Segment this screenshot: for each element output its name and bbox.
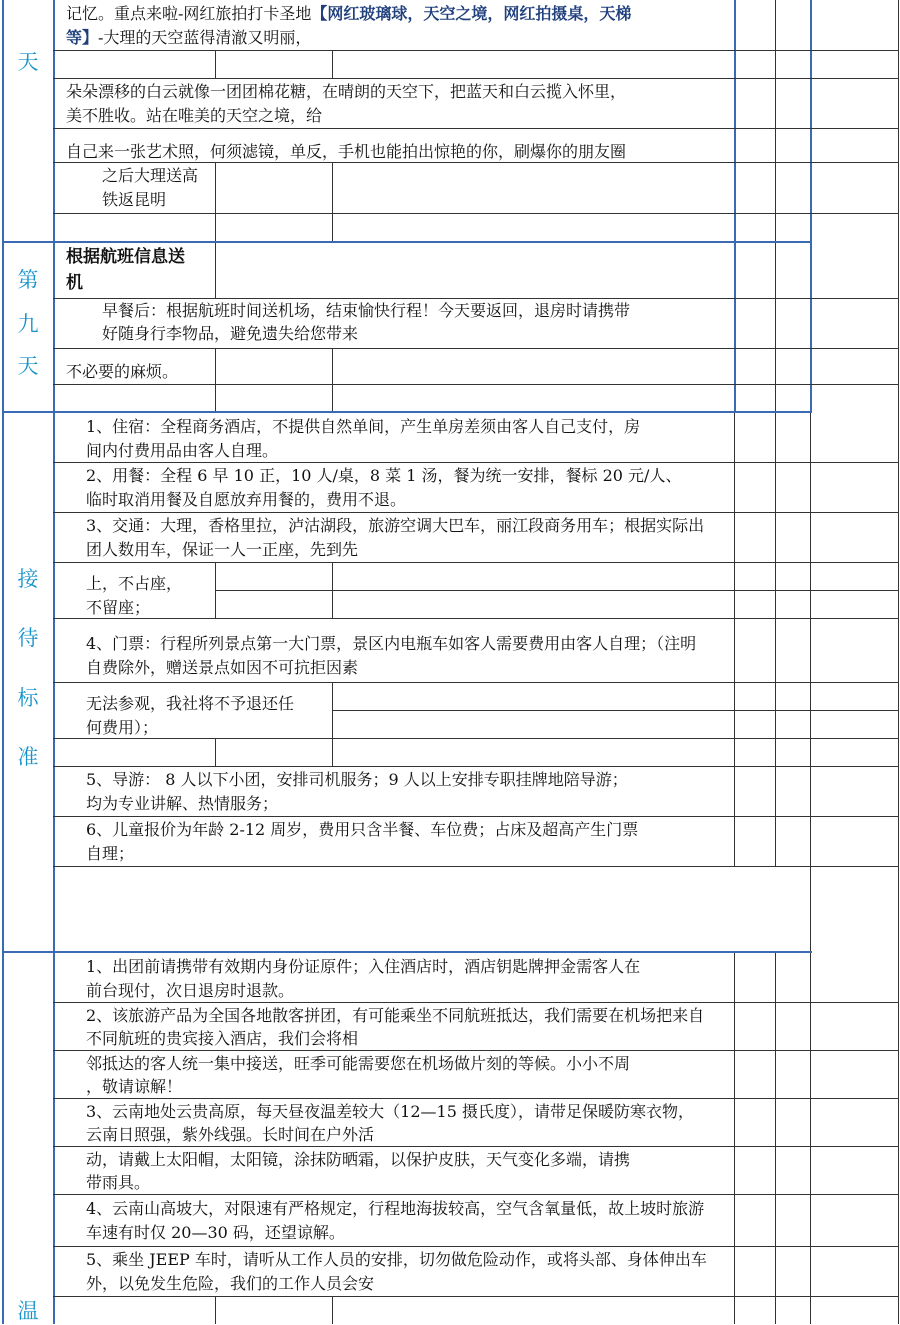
row-line [53, 816, 899, 817]
standard-item: 临时取消用餐及自愿放弃用餐的，费用不退。 [86, 490, 407, 509]
day8-highlight: 【网红玻璃球，天空之境，网红拍摄桌，天梯 [311, 4, 632, 23]
day-label-tian2: 天 [17, 354, 39, 378]
right-border [898, 0, 899, 1324]
row-line [53, 1194, 899, 1195]
col-776-bottom [775, 412, 776, 866]
col-215-b [215, 162, 216, 242]
tip-item: 邻抵达的客人统一集中接送，旺季可能需要您在机场做片刻的等候。小小不周 [86, 1054, 631, 1073]
day8-line [66, 26, 311, 50]
col-332-d [332, 348, 333, 412]
section-separator [2, 411, 812, 413]
day-label-jiu: 九 [17, 312, 39, 336]
row-line [53, 682, 899, 683]
standard-item: 团人数用车，保证一人一正座，先到先 [86, 540, 359, 559]
tip-item: ，敬请谅解！ [86, 1077, 183, 1096]
row-line [53, 384, 899, 385]
row-line [53, 1246, 899, 1247]
section-label-jie: 接 [17, 567, 39, 591]
day8-line [66, 2, 631, 26]
label-column-border [53, 0, 55, 1324]
col-215-f [215, 738, 216, 766]
tip-item: 车速有时仅 20—30 码，还望谅解。 [86, 1223, 345, 1242]
standard-item: 自费除外，赠送景点如因不可抗拒因素 [86, 658, 359, 677]
day8-paragraph: 朵朵漂移的白云就像一团团棉花糖，在晴朗的天空下，把蓝天和白云揽入怀里， [66, 82, 627, 101]
day-label-di: 第 [17, 268, 39, 292]
standard-item: 3、交通：大理，香格里拉，泸沽湖段，旅游空调大巴车，丽江段商务用车；根据实际出 [86, 516, 705, 535]
tip-item: 带雨具。 [86, 1173, 151, 1192]
day9-paragraph: 早餐后：根据航班时间送机场，结束愉快行程！今天要返回，退房时请携带 [102, 301, 631, 320]
tip-item: 不同航班的贵宾接入酒店，我们会将相 [86, 1029, 359, 1048]
col-810-bottom [810, 412, 811, 1324]
col-215-a [215, 50, 216, 78]
tip-item: 4、云南山高坡大，对限速有严格规定，行程地海拔较高，空气含氧量低，故上坡时旅游 [86, 1199, 705, 1218]
standard-item: 4、门票：行程所列景点第一大门票，景区内电瓶车如客人需要费用由客人自理；（注明 [86, 634, 697, 653]
section-label-biao: 标 [17, 686, 39, 710]
day9-title: 机 [66, 273, 83, 293]
row-line [53, 562, 899, 563]
col-776-top [775, 0, 776, 412]
day8-paragraph: 美不胜收。站在唯美的天空之境，给 [66, 106, 323, 125]
col-332-g [332, 1296, 333, 1324]
section-separator [2, 951, 812, 953]
day9-paragraph: 好随身行李物品，避免遗失给您带来 [102, 324, 359, 343]
col-332-f [332, 682, 333, 766]
row-line [53, 128, 899, 129]
standard-item: 5、导游： 8 人以下小团，安排司机服务；9 人以上安排专职挂牌地陪导游； [86, 770, 628, 789]
tip-item: 外，以免发生危险，我们的工作人员会安 [86, 1274, 375, 1293]
tip-item: 动，请戴上太阳帽，太阳镜，涂抹防晒霜，以保护皮肤，天气变化多端，请携 [86, 1150, 631, 1169]
day-label-tian: 天 [17, 50, 39, 74]
row-line [53, 348, 899, 349]
day9-title: 根据航班信息送 [66, 247, 185, 267]
col-332-a [332, 50, 333, 78]
standard-item: 不留座； [86, 598, 151, 617]
day8-text: 记忆。重点来啦-网红旅拍打卡圣地 [66, 4, 312, 23]
row-line [53, 766, 899, 767]
row-line [53, 866, 899, 867]
col-734-bottom [734, 412, 735, 866]
tip-item: 3、云南地处云贵高原，每天昼夜温差较大（12—15 摄氏度），请带足保暖防寒衣物， [86, 1102, 694, 1121]
day9-paragraph: 不必要的麻烦。 [66, 362, 179, 381]
standard-item: 2、用餐：全程 6 早 10 正，10 人/桌，8 菜 1 汤，餐为统一安排，餐标 20 元/人、 [86, 466, 682, 485]
row-line [53, 50, 899, 51]
col-215-d [215, 348, 216, 412]
col-776-tips [775, 952, 776, 1324]
day8-text: -大理的天空蓝得清澈又明丽， [98, 28, 312, 47]
section-label-wen: 温 [17, 1299, 39, 1323]
standard-item: 上，不占座， [86, 574, 183, 593]
col-734-tips [734, 952, 735, 1324]
tip-item: 2、该旅游产品为全国各地散客拼团，有可能乘坐不同航班抵达，我们需要在机场把来自 [86, 1006, 705, 1025]
col-332-b [332, 162, 333, 242]
standard-item: 无法参观，我社将不予退还任 [86, 694, 295, 713]
standard-item: 何费用）； [86, 718, 159, 737]
day8-paragraph: 铁返昆明 [102, 190, 167, 209]
section-label-dai: 待 [17, 626, 39, 650]
col-215-c [215, 242, 216, 298]
day-frame-right [734, 0, 736, 412]
tip-item: 前台现付，次日退房时退款。 [86, 981, 295, 1000]
standard-item: 自理； [86, 844, 135, 863]
col-215-g [215, 1296, 216, 1324]
day-separator [2, 241, 812, 243]
day8-highlight: 等】 [66, 28, 99, 47]
row-line [215, 590, 899, 591]
standard-item: 1、住宿：全程商务酒店，不提供自然单间，产生单房差须由客人自己支付，房 [86, 417, 641, 436]
row-line [53, 1296, 899, 1297]
section-label-zhun: 准 [17, 745, 39, 769]
row-line [332, 710, 899, 711]
tip-item: 5、乘坐 JEEP 车时，请听从工作人员的安排，切勿做危险动作，或将头部、身体伸出车 [86, 1250, 707, 1269]
row-line [53, 213, 899, 214]
row-line [53, 512, 899, 513]
row-line [53, 738, 899, 739]
row-line [53, 78, 899, 79]
day8-paragraph: 自己来一张艺术照，何须滤镜，单反，手机也能拍出惊艳的你，刷爆你的朋友圈 [66, 142, 627, 161]
tip-item: 云南日照强，紫外线强。长时间在户外活 [86, 1125, 375, 1144]
row-line [53, 618, 899, 619]
day-frame-outer-right [810, 0, 812, 412]
standard-item: 6、儿童报价为年龄 2-12 周岁，费用只含半餐、车位费；占床及超高产生门票 [86, 820, 639, 839]
standard-item: 均为专业讲解、热情服务； [86, 794, 279, 813]
left-border [2, 0, 4, 1324]
standard-item: 间内付费用品由客人自理。 [86, 441, 279, 460]
day8-paragraph: 之后大理送高 [102, 166, 199, 185]
tip-item: 1、出团前请携带有效期内身份证原件；入住酒店时，酒店钥匙牌押金需客人在 [86, 957, 641, 976]
